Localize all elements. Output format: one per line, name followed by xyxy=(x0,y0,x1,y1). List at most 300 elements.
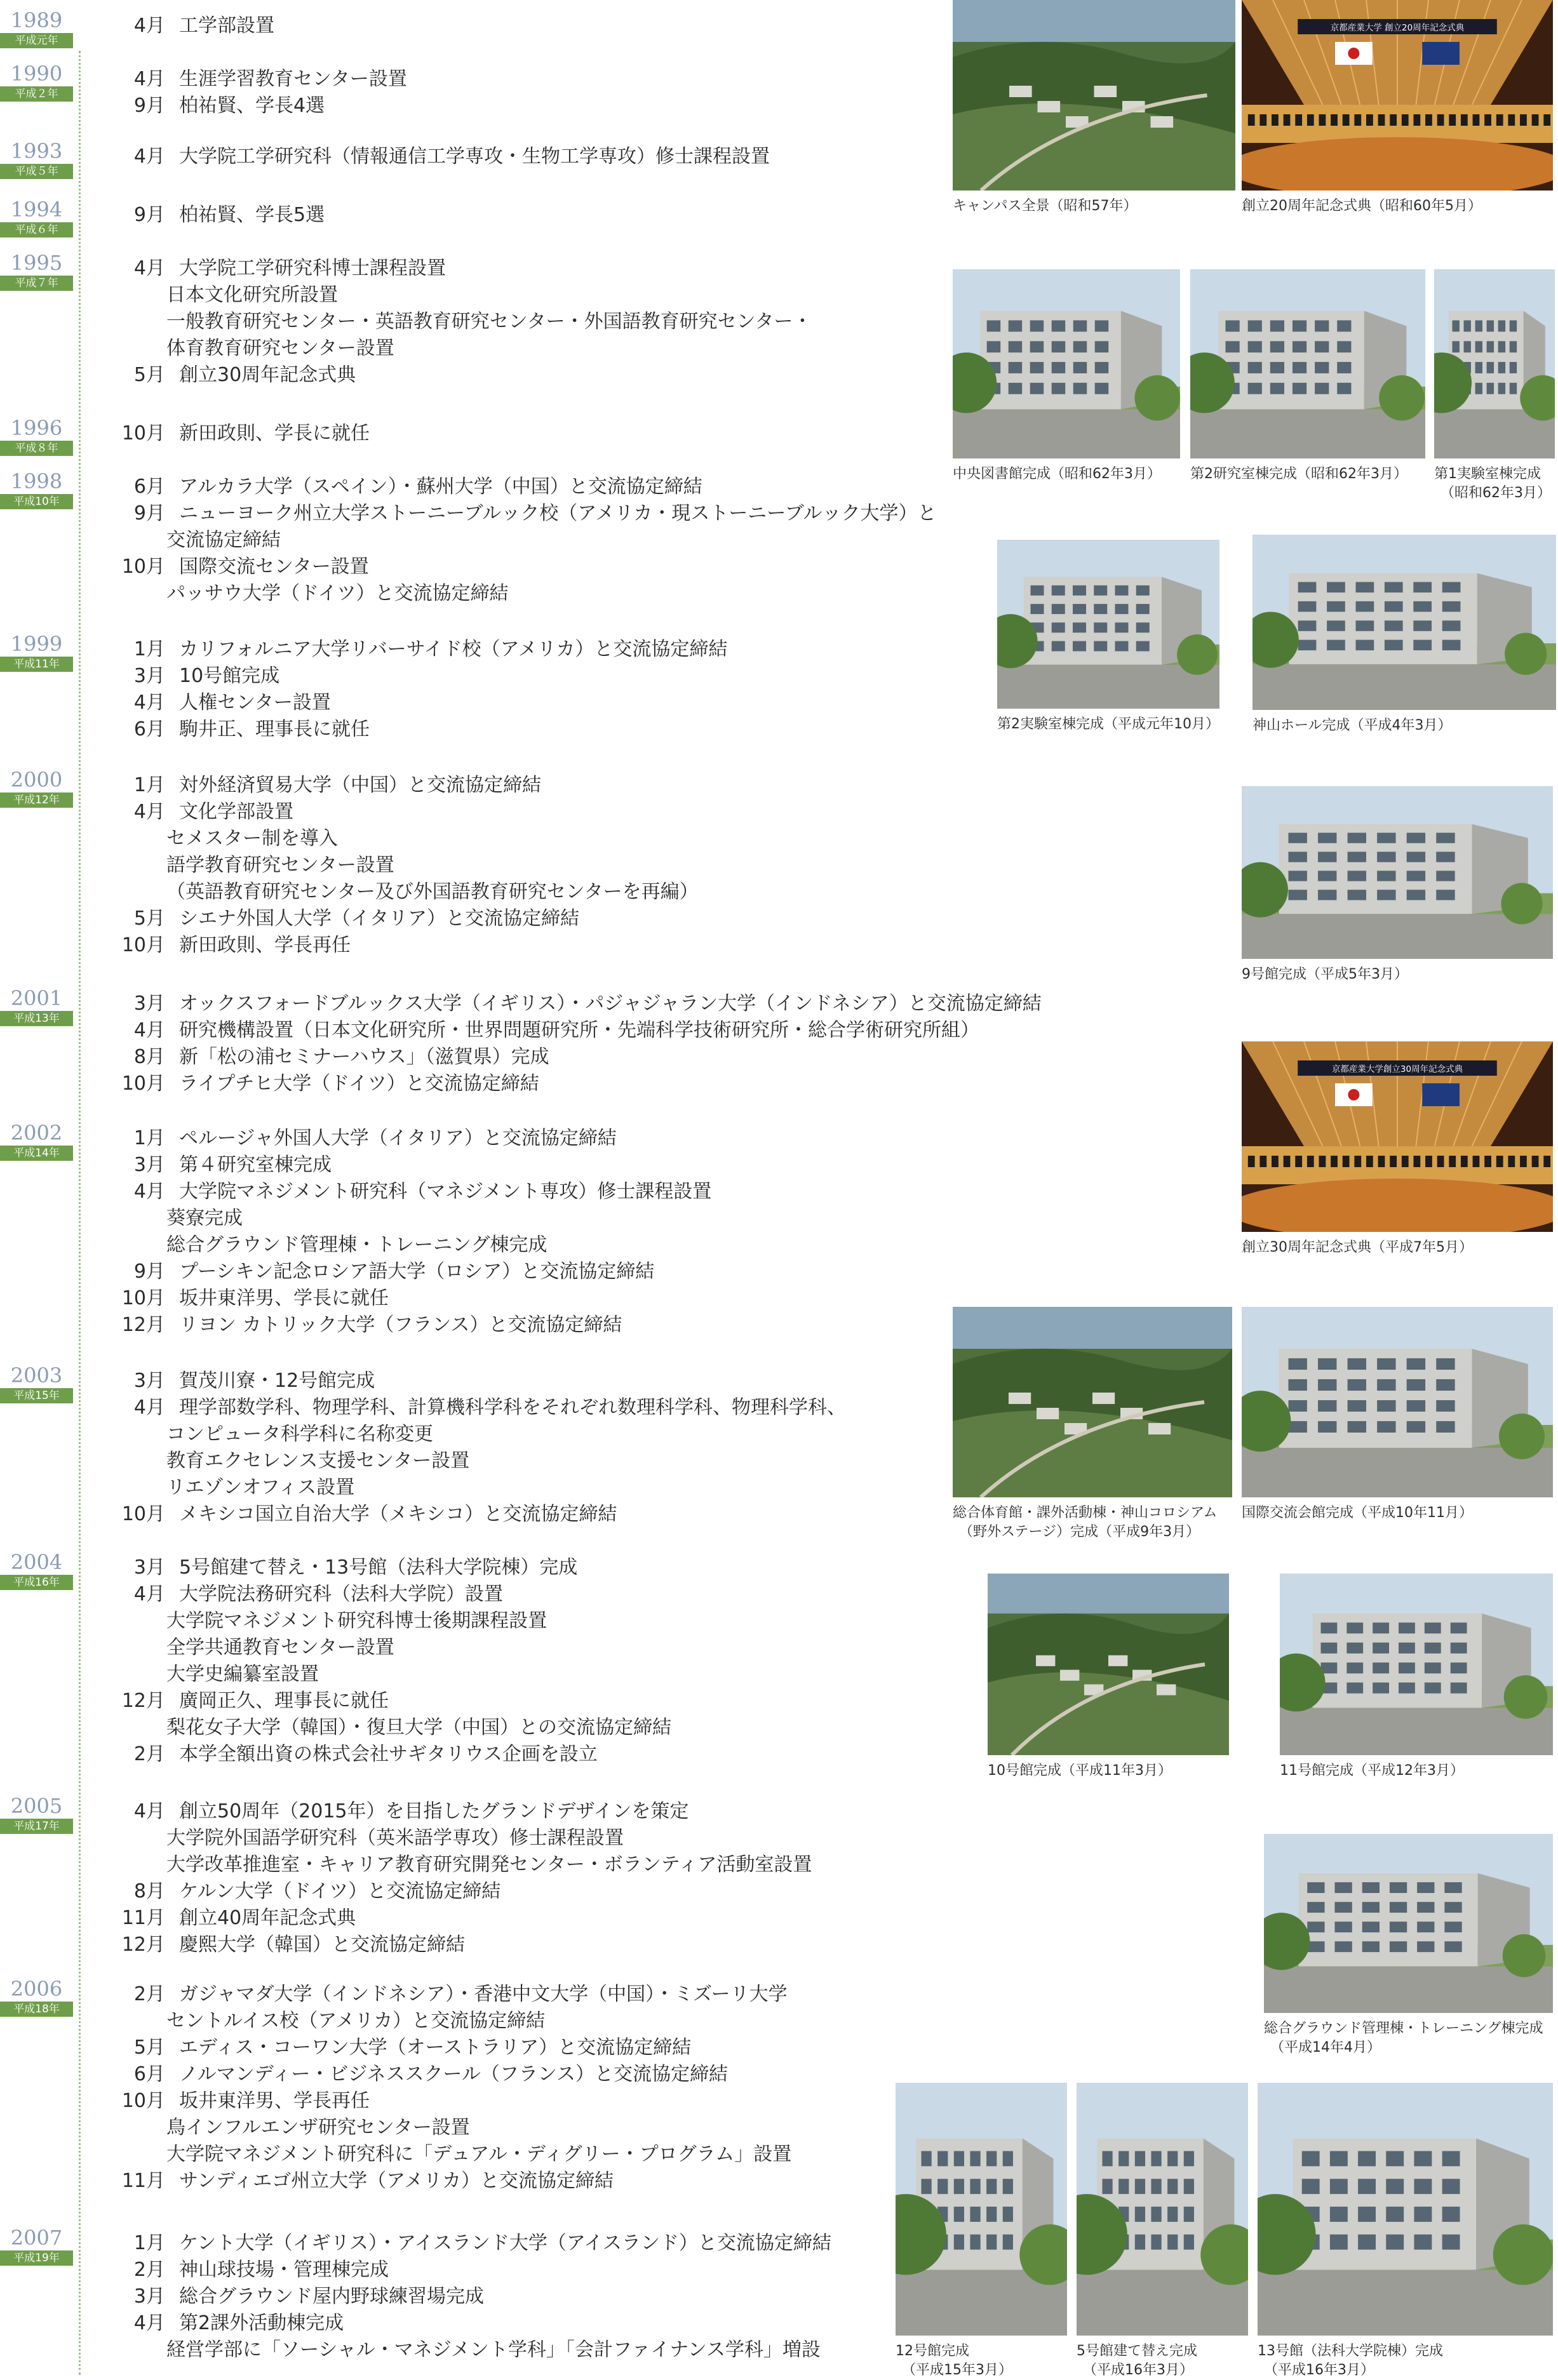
year-marker-1994 xyxy=(0,198,73,237)
era-badge: 平成10年 xyxy=(0,494,73,509)
timeline-event xyxy=(114,1501,617,1528)
year-marker-2004 xyxy=(0,1551,73,1590)
era-badge: 平成16年 xyxy=(0,1575,73,1590)
era-badge: 平成７年 xyxy=(0,276,73,291)
event-month: 9月 xyxy=(133,204,165,226)
historical-photo xyxy=(1242,786,1553,959)
year-number: 2004 xyxy=(10,1550,63,1574)
timeline-event xyxy=(114,1044,549,1071)
year-marker-1995 xyxy=(0,251,73,291)
caption-line: 総合グラウンド管理棟・トレーニング棟完成 xyxy=(1264,2021,1543,2036)
event-month: 4月 xyxy=(133,1583,165,1605)
timeline-event xyxy=(114,474,702,500)
year-number: 1993 xyxy=(10,139,63,163)
year-number: 2005 xyxy=(10,1794,63,1818)
event-text: シエナ外国人大学（イタリア）と交流協定締結 xyxy=(179,907,579,930)
timeline-event xyxy=(166,2337,821,2363)
caption-line: 中央図書館完成（昭和62年3月） xyxy=(953,466,1161,482)
timeline-event xyxy=(114,2088,370,2115)
event-text: 文化学部設置 xyxy=(179,801,293,823)
caption-line: （昭和62年3月） xyxy=(1440,485,1551,501)
timeline-event xyxy=(166,1448,469,1474)
event-text: 坂井東洋男、学長に就任 xyxy=(179,1287,389,1309)
timeline-event xyxy=(114,1554,577,1581)
caption-line: 11号館完成（平成12年3月） xyxy=(1280,1763,1464,1779)
event-month: 8月 xyxy=(133,1046,165,1068)
era-badge: 平成18年 xyxy=(0,2002,73,2017)
year-number: 2007 xyxy=(10,2226,63,2250)
event-text: 研究機構設置（日本文化研究所・世界問題研究所・先端科学技術研究所・総合学術研究所組） xyxy=(179,1019,979,1041)
timeline-event xyxy=(166,826,338,852)
caption-line: （平成16年3月） xyxy=(1264,2362,1374,2378)
era-badge: 平成５年 xyxy=(0,164,73,179)
historical-photo xyxy=(896,2083,1067,2336)
event-text: 本学全額出資の株式会社サギタリウス企画を設立 xyxy=(179,1743,598,1765)
event-month: 1月 xyxy=(133,2232,165,2254)
timeline-event xyxy=(114,202,325,229)
event-month: 4月 xyxy=(133,68,165,90)
event-month: 3月 xyxy=(133,993,165,1015)
event-month: 10月 xyxy=(121,556,165,578)
timeline-event xyxy=(114,716,370,743)
historical-photo xyxy=(1264,1834,1553,2013)
caption-line: 創立20周年記念式典（昭和60年5月） xyxy=(1242,198,1482,214)
timeline-event xyxy=(166,1635,394,1661)
photo-caption xyxy=(1242,1238,1473,1257)
photo-caption xyxy=(1252,716,1452,735)
timeline-event xyxy=(114,1125,617,1152)
year-number: 2002 xyxy=(10,1121,63,1145)
event-text: 交流協定締結 xyxy=(166,529,281,551)
event-month: 2月 xyxy=(133,1983,165,2005)
historical-photo xyxy=(953,0,1235,191)
historical-photo xyxy=(1077,2083,1248,2336)
event-text: 創立50周年（2015年）を目指したグランドデザインを策定 xyxy=(179,1800,689,1822)
timeline-event xyxy=(114,1394,846,1421)
event-month: 3月 xyxy=(133,2285,165,2308)
event-month: 10月 xyxy=(121,422,165,445)
event-text: 新「松の浦セミナーハウス」（滋賀県）完成 xyxy=(179,1046,549,1068)
event-month: 12月 xyxy=(121,1934,165,1956)
event-text: 駒井正、理事長に就任 xyxy=(179,718,370,740)
event-text: 賀茂川寮・12号館完成 xyxy=(179,1370,375,1392)
event-month: 10月 xyxy=(121,1073,165,1095)
timeline-event xyxy=(166,2141,791,2168)
event-text: 国際交流センター設置 xyxy=(179,556,369,578)
historical-photo xyxy=(953,1307,1232,1497)
event-text: 理学部数学科、物理学科、計算機科学科をそれぞれ数理科学科、物理科学科、 xyxy=(179,1396,846,1419)
event-month: 9月 xyxy=(133,502,165,525)
caption-line: 5号館建て替え完成 xyxy=(1077,2343,1197,2359)
event-text: プーシキン記念ロシア語大学（ロシア）と交流協定締結 xyxy=(179,1260,655,1283)
timeline-event xyxy=(114,1932,465,1958)
historical-photo xyxy=(1242,1307,1553,1497)
timeline-event xyxy=(114,1741,598,1768)
timeline-event xyxy=(114,500,937,527)
era-badge: 平成８年 xyxy=(0,441,73,456)
event-text: サンディエゴ州立大学（アメリカ）と交流協定締結 xyxy=(179,2170,614,2192)
event-month: 5月 xyxy=(133,907,165,930)
year-number: 1995 xyxy=(10,251,63,275)
timeline-event xyxy=(114,1017,979,1044)
year-number: 2006 xyxy=(10,1977,63,2001)
caption-line: 創立30周年記念式典（平成7年5月） xyxy=(1242,1240,1473,1255)
event-month: 3月 xyxy=(133,665,165,687)
year-number: 1990 xyxy=(10,62,63,86)
era-badge: 平成14年 xyxy=(0,1146,73,1161)
timeline-event xyxy=(114,2168,614,2195)
timeline-event xyxy=(114,1152,332,1179)
event-text: 対外経済貿易大学（中国）と交流協定締結 xyxy=(179,774,541,796)
event-text: セントルイス校（アメリカ）と交流協定締結 xyxy=(166,2010,546,2032)
photo-caption xyxy=(1258,2342,1443,2380)
event-month: 12月 xyxy=(121,1690,165,1712)
timeline-event xyxy=(114,663,279,690)
event-month: 6月 xyxy=(133,718,165,740)
year-marker-1990 xyxy=(0,62,73,102)
event-month: 4月 xyxy=(133,2312,165,2334)
event-text: メキシコ国立自治大学（メキシコ）と交流協定締結 xyxy=(179,1503,617,1525)
timeline-event xyxy=(166,2008,545,2035)
event-text: 総合グラウンド管理棟・トレーニング棟完成 xyxy=(166,1234,547,1256)
era-badge: 平成17年 xyxy=(0,1819,73,1834)
year-marker-1996 xyxy=(0,417,73,456)
timeline-event xyxy=(114,2061,728,2088)
event-text: 廣岡正久、理事長に就任 xyxy=(179,1690,389,1712)
event-text: 坂井東洋男、学長再任 xyxy=(179,2090,370,2112)
year-number: 2000 xyxy=(10,768,63,792)
year-number: 2001 xyxy=(10,986,63,1010)
event-text: ライプチヒ大学（ドイツ）と交流協定締結 xyxy=(179,1073,539,1095)
event-month: 1月 xyxy=(133,774,165,796)
event-text: 10号館完成 xyxy=(179,665,280,687)
timeline-event xyxy=(166,1825,624,1852)
event-month: 10月 xyxy=(121,1287,165,1309)
caption-line: （平成16年3月） xyxy=(1083,2362,1193,2378)
timeline-event xyxy=(114,1798,688,1825)
year-marker-1998 xyxy=(0,470,73,509)
timeline-event xyxy=(166,1421,433,1448)
event-text: ケルン大学（ドイツ）と交流協定締結 xyxy=(179,1880,501,1902)
timeline-event xyxy=(166,2115,470,2141)
era-badge: 平成11年 xyxy=(0,657,73,672)
event-text: 大学院マネジメント研究科に「デュアル・ディグリー・プログラム」設置 xyxy=(166,2143,792,2165)
event-text: 鳥インフルエンザ研究センター設置 xyxy=(166,2116,470,2139)
event-text: 柏祐賢、学長4選 xyxy=(179,95,325,117)
event-text: ガジャマダ大学（インドネシア）・香港中文大学（中国）・ミズーリ大学 xyxy=(179,1983,788,2005)
event-text: 5号館建て替え・13号館（法科大学院棟）完成 xyxy=(179,1556,578,1579)
caption-line: 10号館完成（平成11年3月） xyxy=(988,1763,1172,1779)
timeline-event xyxy=(114,420,370,447)
photo-caption xyxy=(953,197,1137,216)
timeline-event xyxy=(114,1259,654,1285)
event-text: 新田政則、学長再任 xyxy=(179,934,351,956)
event-text: 第４研究室棟完成 xyxy=(179,1154,332,1176)
timeline-event xyxy=(166,335,394,362)
event-text: セメスター制を導入 xyxy=(166,827,338,850)
event-text: 生涯学習教育センター設置 xyxy=(179,68,407,90)
timeline-event xyxy=(114,1878,500,1905)
timeline-event xyxy=(166,309,812,335)
event-text: 経営学部に「ソーシャル・マネジメント学科」「会計ファイナンス学科」増設 xyxy=(166,2339,821,2361)
event-month: 11月 xyxy=(121,2170,165,2192)
timeline-event xyxy=(114,554,369,580)
event-text: 新田政則、学長に就任 xyxy=(179,422,370,445)
historical-photo xyxy=(1252,535,1556,710)
historical-photo xyxy=(1258,2083,1553,2336)
timeline-event xyxy=(114,772,541,799)
caption-line: 国際交流会館完成（平成10年11月） xyxy=(1242,1505,1473,1521)
event-month: 5月 xyxy=(133,364,165,386)
event-month: 9月 xyxy=(133,1260,165,1283)
caption-line: 総合体育館・課外活動棟・神山コロシアム xyxy=(953,1505,1218,1521)
caption-line: （野外ステージ）完成（平成9年3月） xyxy=(959,1524,1200,1540)
photo-caption xyxy=(953,1504,1217,1542)
event-month: 3月 xyxy=(133,1154,165,1176)
timeline-event xyxy=(114,932,351,959)
event-text: 大学院外国語学研究科（英米語学専攻）修士課程設置 xyxy=(166,1827,624,1849)
timeline-event xyxy=(114,1179,711,1205)
event-text: 大学院マネジメント研究科博士後期課程設置 xyxy=(166,1610,547,1632)
event-text: 慶熙大学（韓国）と交流協定締結 xyxy=(179,1934,465,1956)
event-text: （英語教育研究センター及び外国語教育研究センターを再編） xyxy=(166,881,699,903)
era-badge: 平成６年 xyxy=(0,222,73,237)
timeline-event xyxy=(166,1474,354,1501)
year-marker-1989 xyxy=(0,9,73,48)
timeline-event xyxy=(114,690,331,716)
event-text: リエゾンオフィス設置 xyxy=(166,1476,355,1499)
timeline-event xyxy=(166,1205,243,1232)
photo-caption xyxy=(953,465,1161,484)
year-number: 1989 xyxy=(10,8,63,32)
year-marker-1993 xyxy=(0,140,73,179)
event-text: 大学史編纂室設置 xyxy=(166,1663,319,1685)
caption-line: キャンパス全景（昭和57年） xyxy=(953,198,1138,214)
event-text: オックスフォードブルックス大学（イギリス）・パジャジャラン大学（インドネシア）と交流協定締結 xyxy=(179,993,1042,1015)
year-marker-2006 xyxy=(0,1977,73,2017)
timeline-event xyxy=(166,1661,319,1688)
event-month: 6月 xyxy=(133,476,165,498)
caption-line: 第2研究室棟完成（昭和62年3月） xyxy=(1190,466,1407,482)
event-text: 工学部設置 xyxy=(179,15,274,37)
timeline-event xyxy=(114,2310,344,2337)
photo-caption xyxy=(1434,465,1551,503)
caption-line: （平成14年4月） xyxy=(1270,2040,1381,2056)
timeline-dotted-line xyxy=(79,51,81,2375)
year-number: 1994 xyxy=(10,197,63,222)
timeline-event xyxy=(166,879,699,906)
era-badge: 平成元年 xyxy=(0,33,73,48)
historical-photo xyxy=(953,269,1180,458)
event-text: 創立30周年記念式典 xyxy=(179,364,356,386)
timeline-event xyxy=(114,13,274,39)
event-month: 8月 xyxy=(133,1880,165,1902)
historical-photo xyxy=(1242,0,1553,191)
event-text: 梨花女子大学（韓国）・復旦大学（中国）との交流協定締結 xyxy=(166,1716,671,1739)
timeline-event xyxy=(166,852,394,879)
year-number: 1998 xyxy=(10,469,63,493)
ceremony-banner: 京都産業大学 創立20周年記念式典 xyxy=(1330,23,1465,33)
event-text: 総合グラウンド屋内野球練習場完成 xyxy=(179,2285,484,2308)
event-text: 語学教育研究センター設置 xyxy=(166,854,394,876)
event-month: 1月 xyxy=(133,1127,165,1149)
event-month: 4月 xyxy=(133,1800,165,1822)
photo-caption xyxy=(896,2342,1012,2380)
timeline-event xyxy=(114,906,579,932)
year-marker-2001 xyxy=(0,987,73,1026)
timeline-event xyxy=(114,144,770,170)
timeline-event xyxy=(114,1071,539,1097)
photo-caption xyxy=(1280,1762,1464,1781)
timeline-event xyxy=(166,527,281,554)
historical-photo xyxy=(997,540,1219,709)
event-month: 9月 xyxy=(133,95,165,117)
event-month: 2月 xyxy=(133,1743,165,1765)
caption-line: 神山ホール完成（平成4年3月） xyxy=(1252,718,1452,733)
timeline-event xyxy=(114,1312,622,1339)
event-month: 4月 xyxy=(133,257,165,279)
event-month: 5月 xyxy=(133,2036,165,2059)
event-text: 日本文化研究所設置 xyxy=(166,284,338,306)
photo-caption xyxy=(1077,2342,1197,2380)
historical-photo xyxy=(988,1574,1229,1755)
photo-caption xyxy=(997,715,1219,734)
year-number: 1996 xyxy=(10,416,63,440)
historical-photo xyxy=(1190,269,1425,458)
event-text: 大学院法務研究科（法科大学院）設置 xyxy=(179,1583,503,1605)
event-month: 2月 xyxy=(133,2259,165,2281)
timeline-event xyxy=(114,991,1042,1017)
timeline-event xyxy=(166,1608,547,1635)
historical-photo xyxy=(1434,269,1555,458)
photo-caption xyxy=(988,1762,1172,1781)
timeline-event xyxy=(114,1688,389,1715)
year-marker-2002 xyxy=(0,1121,73,1161)
timeline-event xyxy=(114,2035,691,2061)
timeline-event xyxy=(114,66,407,93)
timeline-event xyxy=(114,1905,356,1932)
event-text: 柏祐賢、学長5選 xyxy=(179,204,325,226)
timeline-event xyxy=(114,2283,484,2310)
event-text: 一般教育研究センター・英語教育研究センター・外国語教育研究センター・ xyxy=(166,311,812,333)
event-month: 10月 xyxy=(121,934,165,956)
caption-line: （平成15年3月） xyxy=(902,2362,1012,2378)
event-text: 大学院工学研究科博士課程設置 xyxy=(179,257,446,279)
timeline-event xyxy=(114,93,325,119)
timeline-event xyxy=(114,1368,375,1394)
event-text: 全学共通教育センター設置 xyxy=(166,1636,394,1659)
timeline-event xyxy=(114,2230,831,2257)
event-text: ケント大学（イギリス）・アイスランド大学（アイスランド）と交流協定締結 xyxy=(179,2232,831,2254)
photo-caption xyxy=(1264,2019,1543,2057)
timeline-event xyxy=(166,1715,671,1741)
year-marker-2007 xyxy=(0,2226,73,2266)
event-text: 第2課外活動棟完成 xyxy=(179,2312,344,2334)
event-month: 4月 xyxy=(133,145,165,168)
event-month: 6月 xyxy=(133,2063,165,2085)
event-text: 大学改革推進室・キャリア教育研究開発センター・ボランティア活動室設置 xyxy=(166,1854,812,1876)
event-text: パッサウ大学（ドイツ）と交流協定締結 xyxy=(166,582,509,605)
timeline-event xyxy=(114,636,727,663)
event-text: エディス・コーワン大学（オーストラリア）と交流協定締結 xyxy=(179,2036,692,2059)
year-number: 1999 xyxy=(10,632,63,656)
photo-caption xyxy=(1190,465,1407,484)
era-badge: 平成15年 xyxy=(0,1388,73,1403)
event-text: 葵寮完成 xyxy=(166,1207,243,1229)
caption-line: 第2実験室棟完成（平成元年10月） xyxy=(997,716,1219,732)
event-text: 大学院工学研究科（情報通信工学専攻・生物工学専攻）修士課程設置 xyxy=(179,145,770,168)
timeline-event xyxy=(166,282,338,309)
caption-line: 第1実験室棟完成 xyxy=(1434,466,1541,482)
event-text: リヨン カトリック大学（フランス）と交流協定締結 xyxy=(179,1314,622,1336)
timeline-event xyxy=(114,1285,389,1312)
era-badge: 平成19年 xyxy=(0,2250,73,2266)
event-month: 4月 xyxy=(133,1019,165,1041)
timeline-event xyxy=(114,799,293,826)
event-month: 4月 xyxy=(133,1396,165,1419)
event-month: 10月 xyxy=(121,1503,165,1525)
timeline-event xyxy=(114,362,356,389)
event-month: 11月 xyxy=(121,1907,165,1929)
event-text: アルカラ大学（スペイン）・蘇州大学（中国）と交流協定締結 xyxy=(179,476,702,498)
year-number: 2003 xyxy=(10,1363,63,1387)
timeline-event xyxy=(114,2257,389,2283)
event-text: 教育エクセレンス支援センター設置 xyxy=(166,1450,470,1472)
event-month: 10月 xyxy=(121,2090,165,2112)
event-text: 神山球技場・管理棟完成 xyxy=(179,2259,389,2281)
year-marker-2000 xyxy=(0,768,73,808)
timeline-event xyxy=(114,1981,788,2008)
event-text: 創立40周年記念式典 xyxy=(179,1907,356,1929)
event-month: 4月 xyxy=(133,15,165,37)
caption-line: 9号館完成（平成5年3月） xyxy=(1242,966,1408,982)
event-month: 3月 xyxy=(133,1370,165,1392)
historical-photo xyxy=(1280,1574,1553,1755)
photo-caption xyxy=(1242,965,1408,984)
event-month: 12月 xyxy=(121,1314,165,1336)
timeline-event xyxy=(114,1581,503,1608)
era-badge: 平成12年 xyxy=(0,792,73,808)
year-marker-2005 xyxy=(0,1795,73,1834)
year-marker-2003 xyxy=(0,1364,73,1403)
ceremony-banner: 京都産業大学創立30周年記念式典 xyxy=(1331,1064,1463,1074)
historical-photo xyxy=(1242,1041,1553,1232)
caption-line: 12号館完成 xyxy=(896,2343,969,2359)
event-month: 4月 xyxy=(133,801,165,823)
photo-caption xyxy=(1242,197,1482,216)
event-text: 体育教育研究センター設置 xyxy=(166,337,394,359)
event-text: ニューヨーク州立大学ストーニーブルック校（アメリカ・現ストーニーブルック大学）と xyxy=(179,502,937,525)
event-month: 3月 xyxy=(133,1556,165,1579)
timeline-event xyxy=(166,580,509,607)
year-marker-1999 xyxy=(0,632,73,672)
caption-line: 13号館（法科大学院棟）完成 xyxy=(1258,2343,1443,2359)
photo-caption xyxy=(1242,1504,1473,1523)
event-text: カリフォルニア大学リバーサイド校（アメリカ）と交流協定締結 xyxy=(179,638,728,660)
event-month: 1月 xyxy=(133,638,165,660)
event-month: 4月 xyxy=(133,692,165,714)
timeline-event xyxy=(166,1232,547,1259)
era-badge: 平成13年 xyxy=(0,1011,73,1026)
event-text: 大学院マネジメント研究科（マネジメント専攻）修士課程設置 xyxy=(179,1180,712,1203)
event-text: コンピュータ科学科に名称変更 xyxy=(166,1423,433,1445)
timeline-event xyxy=(114,255,446,282)
era-badge: 平成２年 xyxy=(0,86,73,102)
event-text: 人権センター設置 xyxy=(179,692,331,714)
event-month: 4月 xyxy=(133,1180,165,1203)
timeline-event xyxy=(166,1852,812,1878)
event-text: ノルマンディー・ビジネススクール（フランス）と交流協定締結 xyxy=(179,2063,728,2085)
